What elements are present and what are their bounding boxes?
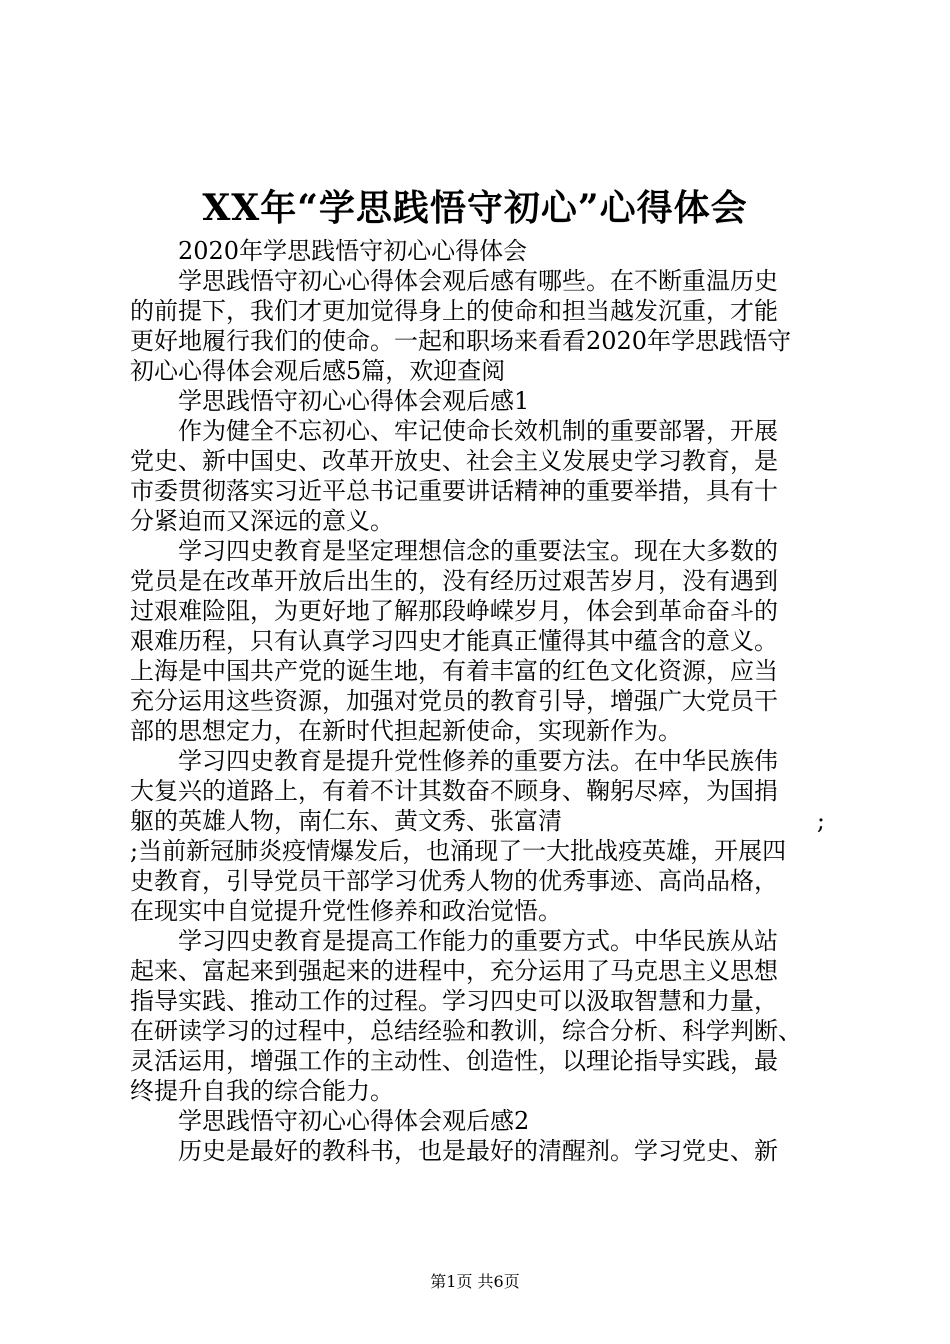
paragraph-line: 充分运用这些资源，加强对党员的教育引导，增强广大党员干 [130,687,778,715]
section-heading-line: 学思践悟守初心心得体会观后感2 [178,1107,530,1135]
paragraph-line: 党史、新中国史、改革开放史、社会主义发展史学习教育，是 [130,447,778,475]
paragraph-line: 在研读学习的过程中，总结经验和教训，综合分析、科学判断、 [130,1017,802,1045]
paragraph-line: 灵活运用，增强工作的主动性、创造性，以理论指导实践，最 [130,1047,778,1075]
paragraph-line-left: 躯的英雄人物，南仁东、黄文秀、张富清 [130,807,562,835]
paragraph-line: 历史是最好的教科书，也是最好的清醒剂。学习党史、新 [178,1137,778,1165]
paragraph-line: 部的思想定力，在新时代担起新使命，实现新作为。 [130,717,682,745]
paragraph-line: 党员是在改革开放后出生的，没有经历过艰苦岁月，没有遇到 [130,567,778,595]
paragraph-line: 指导实践、推动工作的过程。学习四史可以汲取智慧和力量， [130,987,778,1015]
paragraph-line: 市委贯彻落实习近平总书记重要讲话精神的重要举措，具有十 [130,477,778,505]
paragraph-line: 学思践悟守初心心得体会观后感有哪些。在不断重温历史 [178,267,778,295]
section-heading-line: 学思践悟守初心心得体会观后感1 [178,387,530,415]
paragraph-line: 更好地履行我们的使命。一起和职场来看看2020年学思践悟守 [130,327,792,355]
paragraph-line: 起来、富起来到强起来的进程中，充分运用了马克思主义思想 [130,957,778,985]
paragraph-line: 的前提下，我们才更加觉得身上的使命和担当越发沉重，才能 [130,297,778,325]
paragraph-line: 史教育，引导党员干部学习优秀人物的优秀事迹、高尚品格， [130,867,778,895]
paragraph-line: 上海是中国共产党的诞生地，有着丰富的红色文化资源，应当 [130,657,778,685]
paragraph-line: 作为健全不忘初心、牢记使命长效机制的重要部署，开展 [178,417,778,445]
paragraph-line-right: ; [816,807,825,835]
paragraph-line: 终提升自我的综合能力。 [130,1077,394,1105]
document-title: XX年“学思践悟守初心”心得体会 [202,187,748,229]
paragraph-line: 学习四史教育是提高工作能力的重要方式。中华民族从站 [178,927,778,955]
paragraph-line: 艰难历程，只有认真学习四史才能真正懂得其中蕴含的意义。 [130,627,778,655]
document-body [130,236,825,1166]
page-footer: 第1页 共6页 [430,1272,520,1291]
paragraph-line: 分紧迫而又深远的意义。 [130,507,394,535]
paragraph-line: 大复兴的道路上，有着不计其数奋不顾身、鞠躬尽瘁，为国捐 [130,777,778,805]
paragraph-line: 初心心得体会观后感5篇，欢迎查阅 [130,357,506,385]
paragraph-line: ;当前新冠肺炎疫情爆发后，也涌现了一大批战疫英雄，开展四 [130,837,787,865]
paragraph-line-split [130,806,825,836]
paragraph-line: 学习四史教育是提升党性修养的重要方法。在中华民族伟 [178,747,778,775]
paragraph-line: 学习四史教育是坚定理想信念的重要法宝。现在大多数的 [178,537,778,565]
paragraph-line: 在现实中自觉提升党性修养和政治觉悟。 [130,897,562,925]
subtitle-line: 2020年学思践悟守初心心得体会 [178,237,528,265]
paragraph-line: 过艰难险阻，为更好地了解那段峥嵘岁月，体会到革命奋斗的 [130,597,778,625]
